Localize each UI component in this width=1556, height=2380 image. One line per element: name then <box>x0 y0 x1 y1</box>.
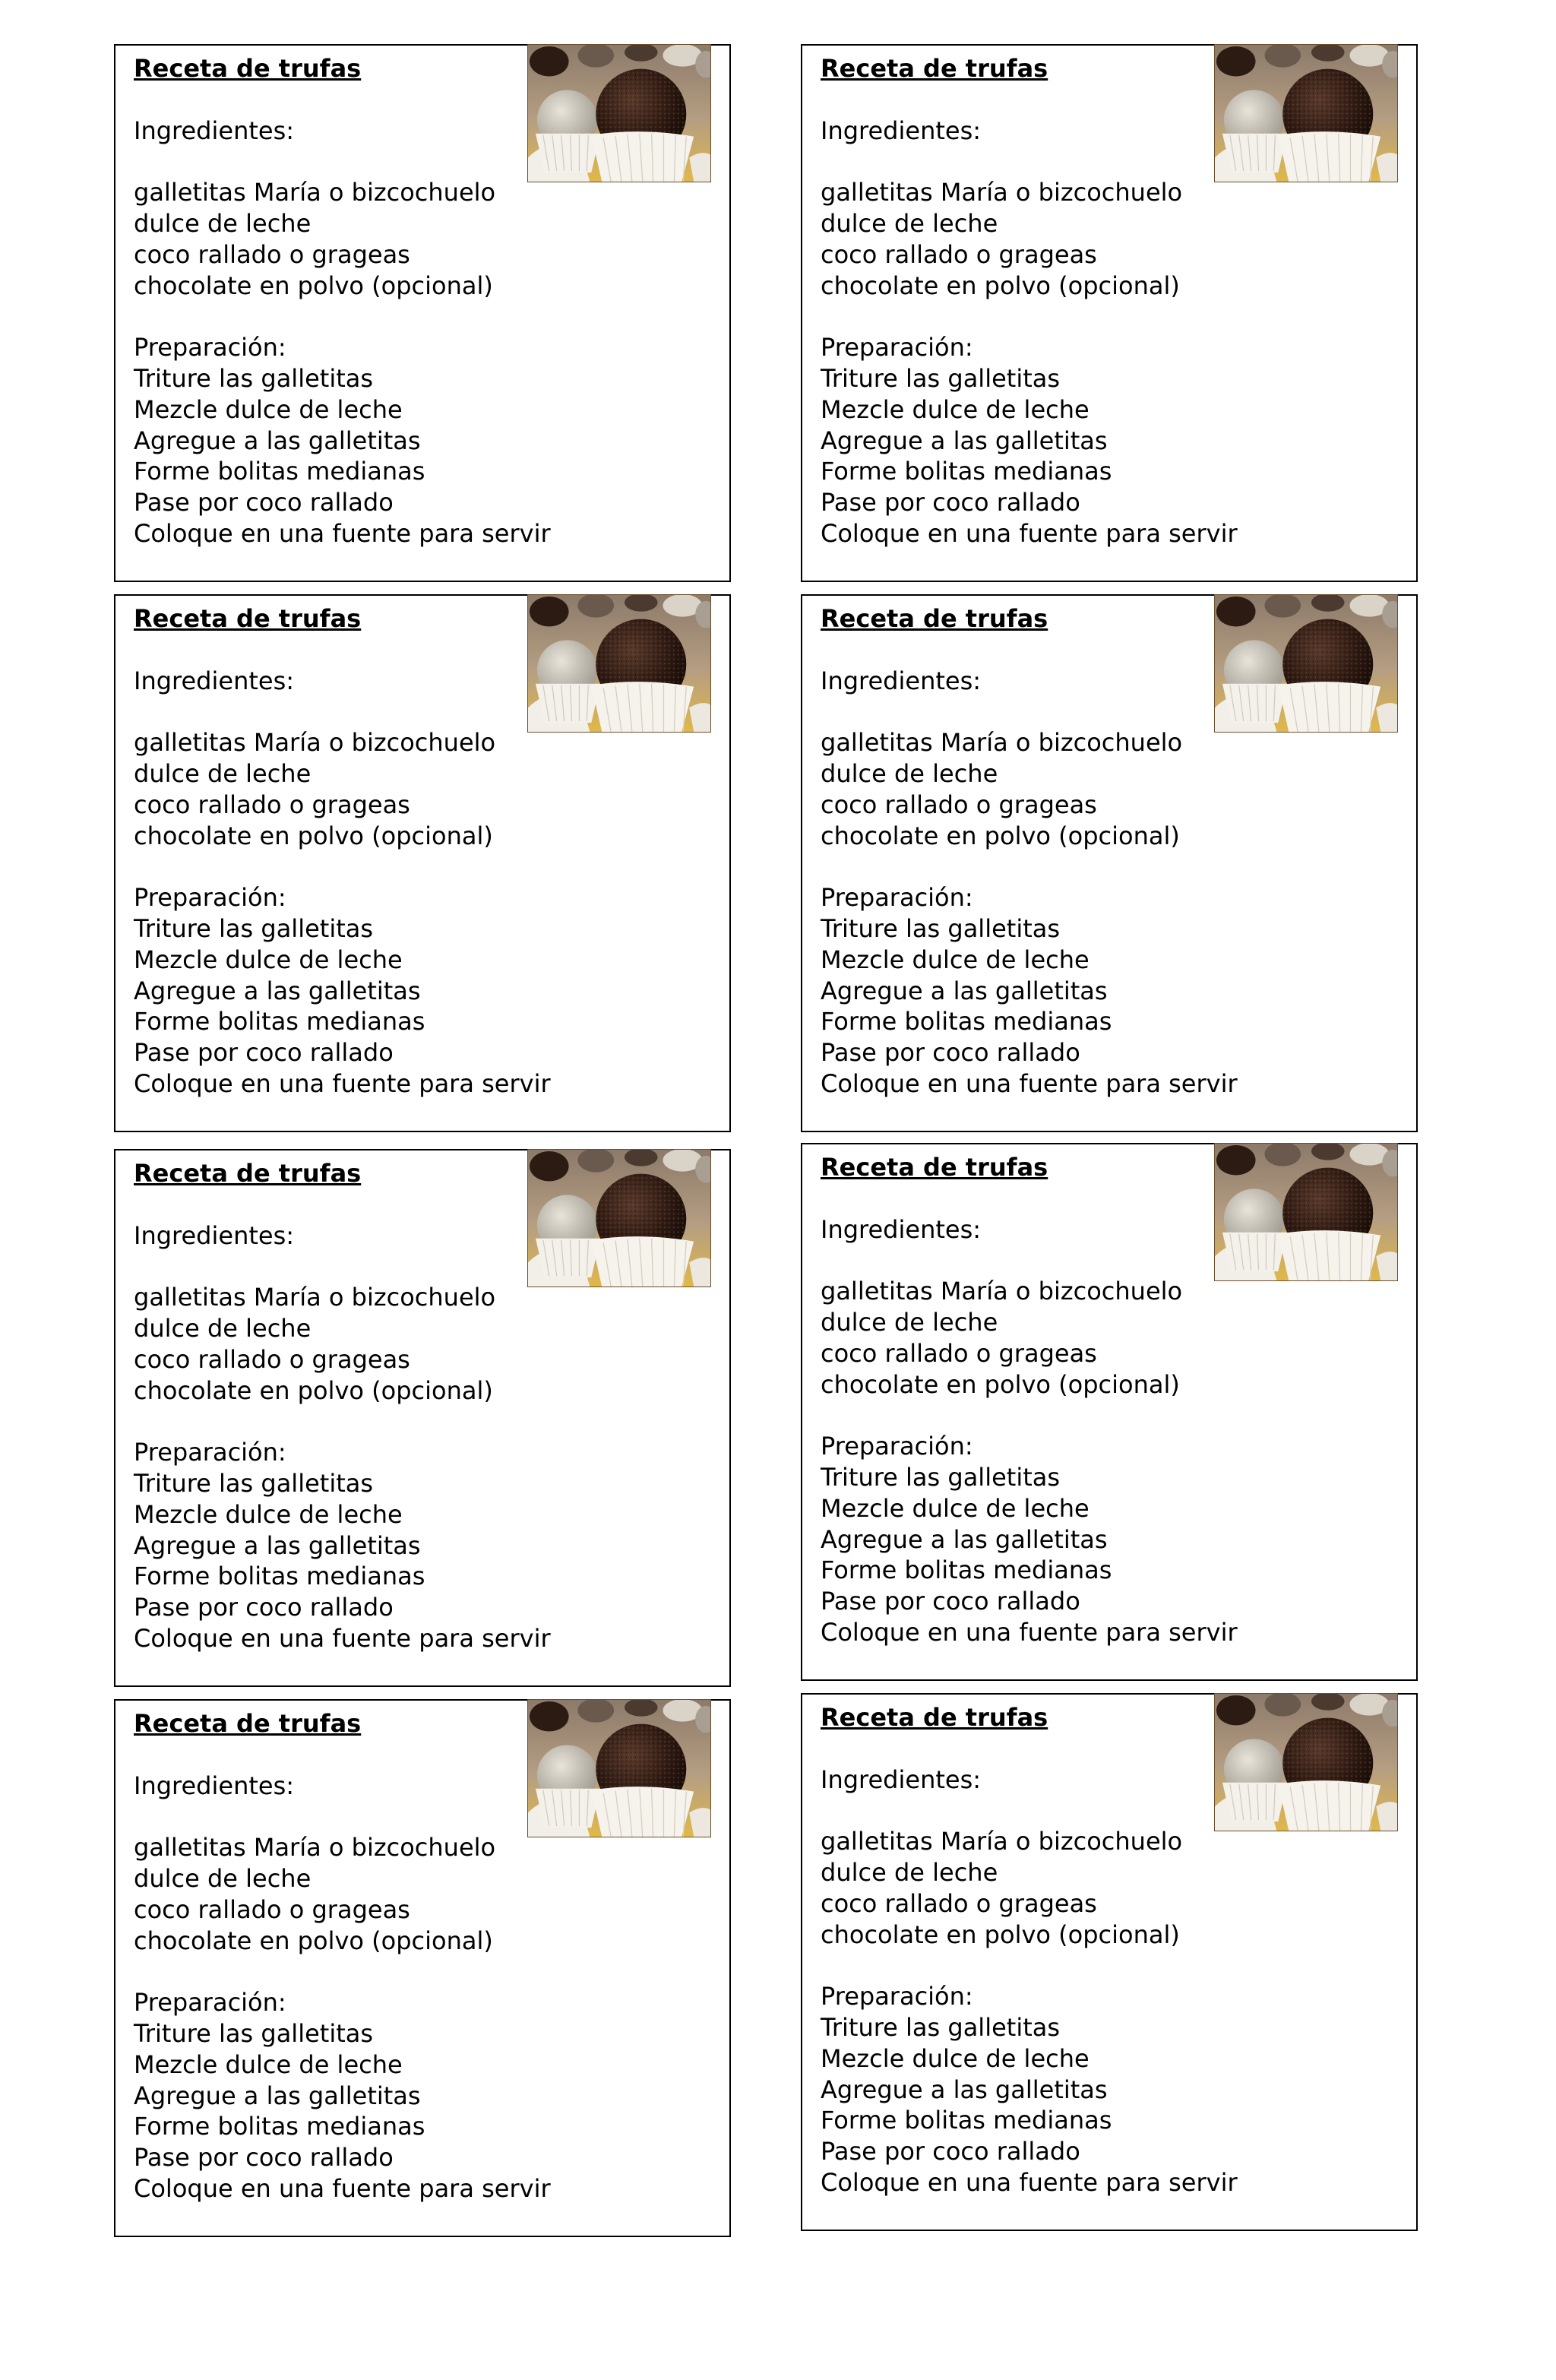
preparation-heading: Preparación: <box>134 1438 286 1467</box>
ingredient-item: chocolate en polvo (opcional) <box>134 1375 493 1405</box>
preparation-step: Agregue a las galletitas <box>134 2081 421 2110</box>
ingredient-item: galletitas María o bizcochuelo <box>821 728 1183 758</box>
recipe-title: Receta de trufas <box>134 1709 362 1738</box>
recipe-text <box>134 1708 551 2204</box>
preparation-heading: Preparación: <box>821 1432 973 1461</box>
recipe-title: Receta de trufas <box>821 1703 1048 1732</box>
preparation-step: Coloque en una fuente para servir <box>821 2167 1238 2197</box>
truffle-image <box>1215 595 1397 732</box>
ingredient-item: coco rallado o grageas <box>134 239 410 269</box>
preparation-step: Coloque en una fuente para servir <box>821 1068 1238 1098</box>
preparation-step: Pase por coco rallado <box>821 1038 1080 1068</box>
ingredient-item: dulce de leche <box>821 1307 998 1337</box>
ingredient-item: galletitas María o bizcochuelo <box>134 1283 496 1312</box>
preparation-step: Agregue a las galletitas <box>821 426 1108 455</box>
ingredient-item: chocolate en polvo (opcional) <box>134 821 493 850</box>
preparation-step: Triture las galletitas <box>821 913 1061 943</box>
preparation-step: Coloque en una fuente para servir <box>821 1617 1238 1647</box>
preparation-heading: Preparación: <box>821 1982 973 2011</box>
preparation-step: Mezcle dulce de leche <box>821 1493 1090 1523</box>
preparation-step: Agregue a las galletitas <box>134 426 421 455</box>
ingredient-item: galletitas María o bizcochuelo <box>134 1833 496 1863</box>
preparation-step: Triture las galletitas <box>821 363 1061 393</box>
ingredient-item: coco rallado o grageas <box>134 1894 410 1924</box>
preparation-step: Mezcle dulce de leche <box>134 945 403 974</box>
ingredients-heading: Ingredientes: <box>134 1220 295 1250</box>
recipe-title: Receta de trufas <box>134 1159 362 1188</box>
recipe-card-2 <box>801 44 1418 582</box>
recipe-card-7 <box>114 1699 731 2237</box>
truffle-image <box>528 1150 710 1287</box>
ingredient-item: galletitas María o bizcochuelo <box>134 178 496 207</box>
preparation-step: Forme bolitas medianas <box>821 2106 1112 2135</box>
ingredient-item: chocolate en polvo (opcional) <box>821 1920 1180 1949</box>
recipe-title: Receta de trufas <box>821 604 1048 633</box>
preparation-step: Triture las galletitas <box>821 1462 1061 1492</box>
ingredient-item: dulce de leche <box>134 758 312 788</box>
ingredient-item: chocolate en polvo (opcional) <box>134 1926 493 1955</box>
preparation-step: Triture las galletitas <box>821 2012 1061 2042</box>
preparation-heading: Preparación: <box>821 883 973 913</box>
ingredient-item: dulce de leche <box>134 1863 312 1893</box>
preparation-step: Forme bolitas medianas <box>134 457 425 486</box>
preparation-step: Forme bolitas medianas <box>134 1562 425 1591</box>
truffle-photo <box>1214 44 1398 182</box>
preparation-step: Forme bolitas medianas <box>134 1007 425 1037</box>
recipe-text <box>134 1158 551 1654</box>
recipe-card-6 <box>801 1143 1418 1681</box>
ingredients-heading: Ingredientes: <box>134 666 295 695</box>
preparation-step: Mezcle dulce de leche <box>821 394 1090 424</box>
ingredient-item: chocolate en polvo (opcional) <box>134 271 493 300</box>
recipe-text <box>821 1152 1238 1648</box>
preparation-step: Mezcle dulce de leche <box>821 2043 1090 2073</box>
recipe-card-1 <box>114 44 731 582</box>
preparation-step: Coloque en una fuente para servir <box>134 1623 551 1653</box>
ingredients-heading: Ingredientes: <box>821 666 982 695</box>
ingredient-item: coco rallado o grageas <box>821 1338 1097 1368</box>
ingredient-item: chocolate en polvo (opcional) <box>821 271 1180 300</box>
preparation-step: Agregue a las galletitas <box>134 976 421 1005</box>
preparation-step: Agregue a las galletitas <box>134 1530 421 1560</box>
preparation-step: Forme bolitas medianas <box>821 1007 1112 1037</box>
ingredients-heading: Ingredientes: <box>134 116 295 145</box>
ingredient-item: galletitas María o bizcochuelo <box>821 178 1183 207</box>
preparation-step: Triture las galletitas <box>134 1468 374 1498</box>
recipe-text <box>134 53 551 549</box>
preparation-step: Pase por coco rallado <box>134 488 394 517</box>
ingredient-item: dulce de leche <box>134 208 312 238</box>
preparation-step: Coloque en una fuente para servir <box>134 518 551 548</box>
preparation-step: Pase por coco rallado <box>134 1038 394 1068</box>
preparation-heading: Preparación: <box>134 883 286 913</box>
recipe-card-4 <box>801 594 1418 1132</box>
preparation-step: Triture las galletitas <box>134 913 374 943</box>
ingredient-item: dulce de leche <box>134 1313 312 1343</box>
preparation-step: Forme bolitas medianas <box>821 1556 1112 1585</box>
preparation-step: Mezcle dulce de leche <box>134 1499 403 1529</box>
ingredient-item: dulce de leche <box>821 1857 998 1887</box>
preparation-step: Mezcle dulce de leche <box>821 945 1090 974</box>
recipe-card-3 <box>114 594 731 1132</box>
ingredients-heading: Ingredientes: <box>821 1764 982 1794</box>
preparation-step: Pase por coco rallado <box>821 2137 1080 2166</box>
ingredient-item: galletitas María o bizcochuelo <box>821 1827 1183 1856</box>
recipe-text <box>821 53 1238 549</box>
preparation-heading: Preparación: <box>134 333 286 362</box>
ingredient-item: chocolate en polvo (opcional) <box>821 1369 1180 1399</box>
truffle-photo <box>527 1149 711 1287</box>
recipe-text <box>821 1702 1238 2198</box>
ingredient-item: coco rallado o grageas <box>821 1888 1097 1918</box>
recipe-text <box>134 603 551 1100</box>
preparation-step: Pase por coco rallado <box>134 2143 394 2173</box>
ingredient-item: galletitas María o bizcochuelo <box>821 1277 1183 1306</box>
truffle-photo <box>527 1699 711 1837</box>
ingredient-item: dulce de leche <box>821 208 998 238</box>
preparation-step: Mezcle dulce de leche <box>134 394 403 424</box>
ingredient-item: chocolate en polvo (opcional) <box>821 821 1180 850</box>
truffle-photo <box>1214 1143 1398 1281</box>
ingredients-heading: Ingredientes: <box>134 1771 295 1800</box>
recipe-card-5 <box>114 1149 731 1687</box>
preparation-heading: Preparación: <box>134 1988 286 2018</box>
ingredient-item: coco rallado o grageas <box>134 1344 410 1374</box>
preparation-step: Forme bolitas medianas <box>134 2112 425 2141</box>
ingredient-item: coco rallado o grageas <box>821 239 1097 269</box>
ingredient-item: coco rallado o grageas <box>134 790 410 819</box>
truffle-photo <box>527 44 711 182</box>
truffle-image <box>528 1700 710 1837</box>
preparation-heading: Preparación: <box>821 333 973 362</box>
ingredients-heading: Ingredientes: <box>821 116 982 145</box>
ingredient-item: galletitas María o bizcochuelo <box>134 728 496 758</box>
truffle-image <box>528 595 710 732</box>
truffle-image <box>528 45 710 182</box>
truffle-photo <box>527 594 711 733</box>
truffle-photo <box>1214 594 1398 733</box>
truffle-image <box>1215 1694 1397 1831</box>
preparation-step: Forme bolitas medianas <box>821 457 1112 486</box>
recipe-text <box>821 603 1238 1100</box>
recipe-card-8 <box>801 1693 1418 2231</box>
preparation-step: Mezcle dulce de leche <box>134 2049 403 2079</box>
preparation-step: Triture las galletitas <box>134 2018 374 2048</box>
recipe-title: Receta de trufas <box>134 604 362 633</box>
preparation-step: Coloque en una fuente para servir <box>134 1068 551 1098</box>
preparation-step: Pase por coco rallado <box>134 1593 394 1622</box>
preparation-step: Agregue a las galletitas <box>821 1524 1108 1554</box>
preparation-step: Pase por coco rallado <box>821 1587 1080 1616</box>
preparation-step: Coloque en una fuente para servir <box>821 518 1238 548</box>
truffle-photo <box>1214 1693 1398 1831</box>
preparation-step: Agregue a las galletitas <box>821 976 1108 1005</box>
preparation-step: Pase por coco rallado <box>821 488 1080 517</box>
preparation-step: Agregue a las galletitas <box>821 2075 1108 2104</box>
recipe-title: Receta de trufas <box>821 54 1048 83</box>
recipe-title: Receta de trufas <box>821 1153 1048 1182</box>
recipe-title: Receta de trufas <box>134 54 362 83</box>
ingredient-item: coco rallado o grageas <box>821 790 1097 819</box>
preparation-step: Coloque en una fuente para servir <box>134 2173 551 2203</box>
truffle-image <box>1215 45 1397 182</box>
ingredient-item: dulce de leche <box>821 758 998 788</box>
ingredients-heading: Ingredientes: <box>821 1214 982 1244</box>
truffle-image <box>1215 1144 1397 1280</box>
preparation-step: Triture las galletitas <box>134 363 374 393</box>
